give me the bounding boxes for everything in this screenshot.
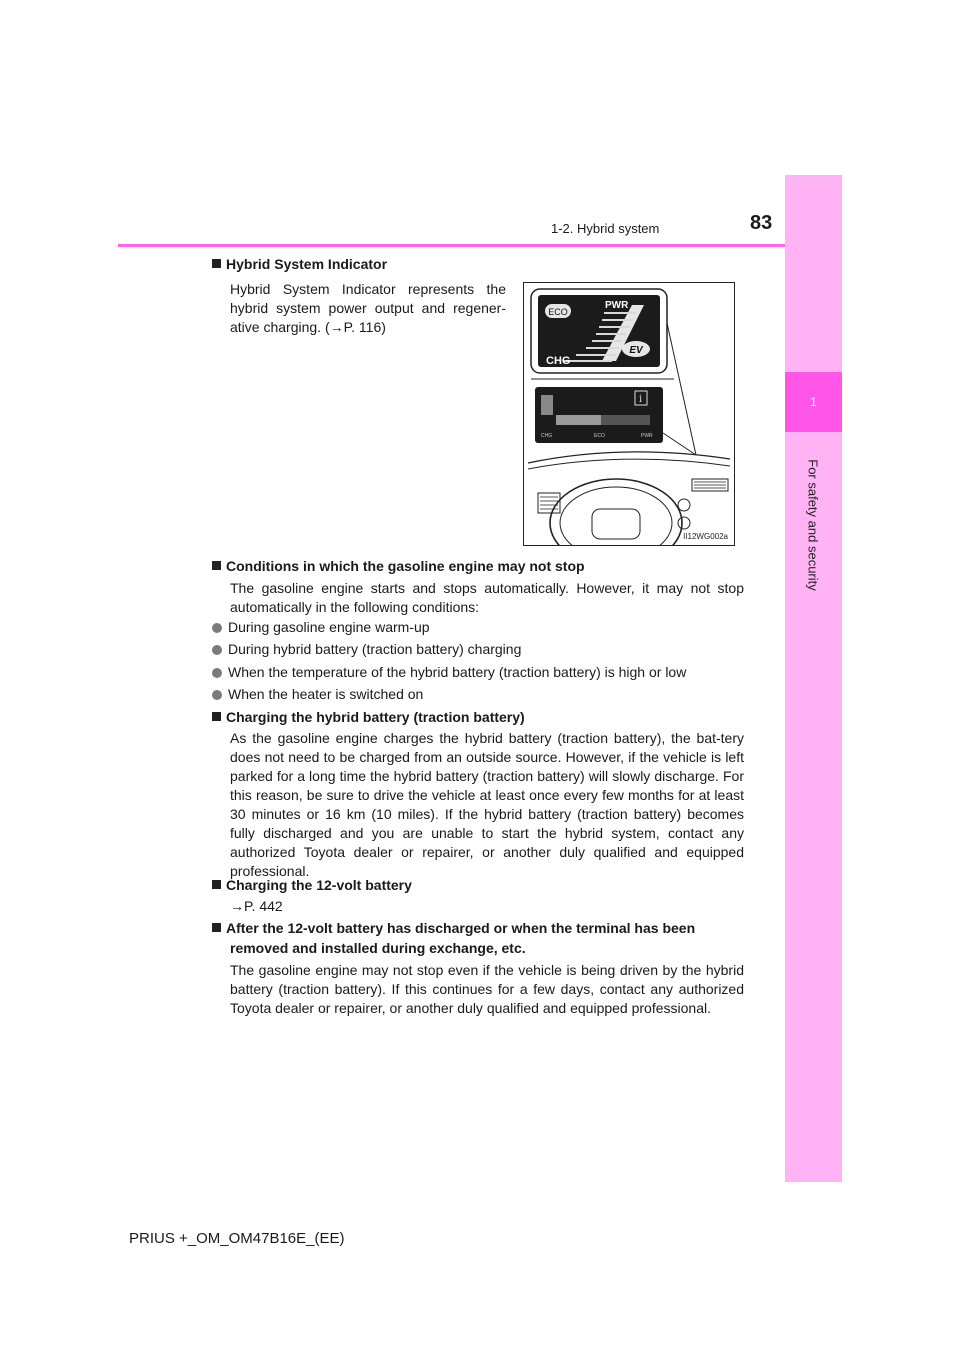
- footer-doc-code: PRIUS +_OM_OM47B16E_(EE): [129, 1230, 345, 1247]
- heading-square-icon: [212, 561, 221, 570]
- charging-hybrid-heading: Charging the hybrid battery (traction battery): [212, 709, 525, 725]
- display-chg-label: CHG: [546, 355, 571, 367]
- after-discharge-heading-line2: removed and installed during exchange, etc.: [230, 940, 526, 956]
- heading-square-icon: [212, 880, 221, 889]
- after-discharge-body: The gasoline engine may not stop even if the vehicle is being driven by the hybrid battery (traction battery). If this continues for a few days, contact any authorized Toyota dealer or repairer, or another duly qualified and equipped professional.: [230, 962, 744, 1016]
- after-discharge-heading: After the 12-volt battery has discharged or when the terminal has been: [212, 920, 752, 936]
- figure-code: II12WG002a: [683, 532, 728, 541]
- bar-chg-label: CHG: [541, 433, 553, 439]
- heading-square-icon: [212, 259, 221, 268]
- side-tab: [785, 175, 842, 1182]
- indicator-body: Hybrid System Indicator represents the hybrid system power output and regener-ative charging. (→P. 116): [230, 281, 506, 335]
- bullet-dot-icon: [212, 623, 222, 633]
- bullet-dot-icon: [212, 645, 222, 655]
- svg-text:i: i: [639, 394, 643, 405]
- dashboard-illustration: [524, 283, 734, 545]
- condition-bullet: When the temperature of the hybrid battery (traction battery) is high or low: [212, 664, 686, 680]
- display-ev-label: EV: [629, 345, 643, 356]
- charging-12v-heading: Charging the 12-volt battery: [212, 877, 412, 893]
- charging-hybrid-body: As the gasoline engine charges the hybrid battery (traction battery), the bat-tery does not need to be charged from an outside source. However, if the vehicle is left parked for a long time the hybrid battery (traction battery) will slowly discharge. For this reason, be sure to drive the vehicle at least once every few months for at least 30 minutes or 16 km (10 miles). If the hybrid battery (traction battery) becomes fully discharged and you are unable to start the hybrid system, contact any authorized Toyota dealer or repairer, or another duly qualified and equipped professional.: [230, 730, 744, 879]
- indicator-heading: Hybrid System Indicator: [212, 256, 387, 272]
- bar-eco-label: ECO: [594, 433, 605, 439]
- hybrid-indicator-figure: [523, 282, 735, 546]
- page-number: 83: [750, 212, 773, 234]
- bar-pwr-label: PWR: [641, 433, 653, 439]
- bullet-dot-icon: [212, 668, 222, 678]
- display-eco-label: ECO: [548, 307, 568, 317]
- side-tab-label: For safety and security: [805, 459, 821, 591]
- charging-12v-ref: →P. 442: [230, 898, 283, 914]
- section-label: 1-2. Hybrid system: [551, 221, 660, 236]
- conditions-body: The gasoline engine starts and stops automatically. However, it may not stop automatically in the following conditions:: [230, 580, 744, 615]
- header-rule: [118, 244, 785, 247]
- conditions-heading: Conditions in which the gasoline engine may not stop: [212, 558, 585, 574]
- bullet-dot-icon: [212, 690, 222, 700]
- condition-bullet: When the heater is switched on: [212, 686, 423, 702]
- heading-square-icon: [212, 923, 221, 932]
- condition-bullet: During gasoline engine warm-up: [212, 619, 430, 635]
- display-pwr-label: PWR: [605, 300, 629, 311]
- condition-bullet: During hybrid battery (traction battery) charging: [212, 641, 521, 657]
- side-tab-number: 1: [785, 372, 842, 432]
- heading-square-icon: [212, 712, 221, 721]
